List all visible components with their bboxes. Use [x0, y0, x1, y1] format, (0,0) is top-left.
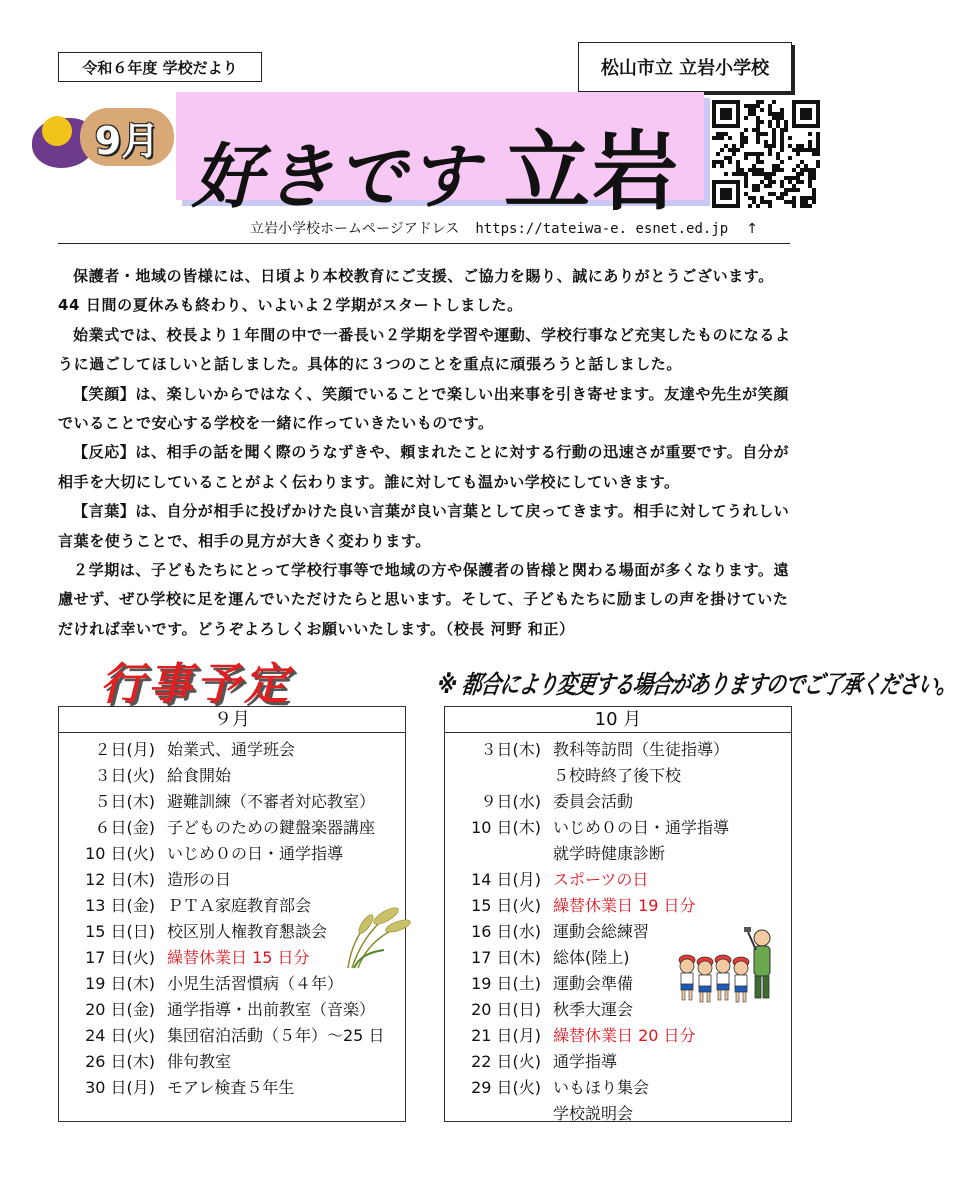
- event-row: [59, 1075, 405, 1101]
- child-figure: [699, 986, 711, 992]
- event-text: 運動会準備: [553, 974, 634, 993]
- child-figure: [689, 990, 692, 1000]
- calendar-month-title: 10 月: [445, 707, 791, 733]
- event-date: 15 日(火): [471, 896, 541, 915]
- event-date: 12 日(木): [85, 870, 155, 889]
- event-text: 繰替休業日 19 日分: [553, 896, 696, 915]
- event-text: 俳句教室: [167, 1052, 232, 1071]
- event-text: 始業式、通学班会: [167, 740, 296, 759]
- child-figure: [734, 961, 748, 975]
- event-row: [59, 1049, 405, 1075]
- homepage-address: [250, 218, 758, 238]
- event-text: 集団宿泊活動（５年）～25 日: [167, 1026, 385, 1045]
- event-text: いもほり集会: [553, 1078, 650, 1097]
- child-figure: [680, 959, 694, 973]
- event-row: [445, 763, 791, 789]
- moon-icon: [42, 116, 72, 146]
- event-date: 30 日(月): [85, 1078, 155, 1097]
- event-row: [445, 893, 791, 919]
- event-date: 14 日(月): [471, 870, 541, 889]
- october-calendar: [444, 706, 792, 1122]
- event-date: 26 日(木): [85, 1052, 155, 1071]
- child-figure: [743, 992, 746, 1002]
- child-figure: [682, 990, 685, 1000]
- event-text: 小児生活習慣病（４年）: [167, 974, 344, 993]
- event-date: 17 日(火): [85, 948, 155, 967]
- principal-message: [58, 262, 794, 644]
- event-row: [445, 1075, 791, 1101]
- event-date: 15 日(日): [85, 922, 155, 941]
- child-figure: [736, 992, 739, 1002]
- event-row: [445, 1049, 791, 1075]
- event-text: 繰替休業日 15 日分: [167, 948, 310, 967]
- intro-paragraph: 【笑顔】は、楽しいからではなく、笑顔でいることで楽しい出来事を引き寄せます。友達や先生が笑顔でいることで安心する学校を一緒に作っていきたいものです。: [58, 384, 789, 433]
- event-text: 就学時健康診断: [553, 844, 666, 863]
- child-figure: [735, 975, 747, 987]
- event-text: ５校時終了後下校: [553, 766, 682, 785]
- child-figure: [681, 973, 693, 985]
- child-figure: [699, 975, 711, 987]
- event-row: [445, 737, 791, 763]
- event-text: スポーツの日: [553, 870, 649, 889]
- schedule-note: ※ 都合により変更する場合がありますのでご了承ください。: [435, 669, 959, 700]
- pampas-grass-icon: [340, 900, 412, 970]
- event-date: 19 日(土): [471, 974, 541, 993]
- schedule-heading: 行事予定: [100, 659, 292, 710]
- child-figure: [700, 992, 703, 1002]
- event-text: いじめ０の日・通学指導: [553, 818, 730, 837]
- event-date: 22 日(火): [471, 1052, 541, 1071]
- event-row: [445, 1101, 791, 1127]
- event-date: [445, 763, 553, 789]
- sports-day-children-icon: [672, 924, 784, 1010]
- event-text: ＰＴＡ家庭教育部会: [167, 896, 312, 915]
- intro-paragraph: 保護者・地域の皆様には、日頃より本校教育にご支援、ご協力を賜り、誠にありがとうございます。44 日間の夏休みも終わり、いよいよ２学期がスタートしました。: [58, 267, 774, 315]
- event-date: 29 日(火): [471, 1078, 541, 1097]
- calendar-month-title: ９月: [59, 707, 405, 733]
- event-date: [445, 1101, 553, 1127]
- event-date: 24 日(火): [85, 1026, 155, 1045]
- event-text: 造形の日: [167, 870, 232, 889]
- event-date: 21 日(月): [471, 1026, 541, 1045]
- event-row: [59, 763, 405, 789]
- event-date: ３日(火): [94, 766, 155, 785]
- event-date: 13 日(金): [85, 896, 155, 915]
- event-date: 20 日(金): [85, 1000, 155, 1019]
- event-date: 19 日(木): [85, 974, 155, 993]
- event-text: 給食開始: [167, 766, 232, 785]
- url-link[interactable]: https://tateiwa-e. esnet.ed.jp: [475, 221, 729, 237]
- title-banner: [176, 92, 704, 222]
- event-text: 委員会活動: [553, 792, 634, 811]
- header-divider: [58, 243, 790, 244]
- child-figure: [707, 992, 710, 1002]
- event-date: 17 日(木): [471, 948, 541, 967]
- event-row: [59, 997, 405, 1023]
- event-text: 繰替休業日 20 日分: [553, 1026, 696, 1045]
- title-part1: 好きです: [192, 136, 480, 218]
- url-label: 立岩小学校ホームページアドレス: [250, 221, 460, 237]
- up-arrow-icon: ↑: [746, 221, 758, 237]
- child-figure: [681, 984, 693, 990]
- event-row: [445, 867, 791, 893]
- month-badge-label: 9月: [80, 108, 174, 166]
- event-text: 避難訓練（不審者対応教室）: [167, 792, 376, 811]
- event-date: ３日(木): [480, 740, 541, 759]
- child-figure: [717, 973, 729, 985]
- event-date: ６日(金): [94, 818, 155, 837]
- event-date: 10 日(木): [471, 818, 541, 837]
- event-row: [445, 789, 791, 815]
- event-date: ９日(水): [480, 792, 541, 811]
- event-text: 学校説明会: [553, 1104, 634, 1123]
- event-text: 通学指導・出前教室（音楽）: [167, 1000, 376, 1019]
- event-date: 16 日(水): [471, 922, 541, 941]
- school-name: 松山市立 立岩小学校: [578, 42, 792, 92]
- event-text: いじめ０の日・通学指導: [167, 844, 344, 863]
- event-text: 秋季大運会: [553, 1000, 634, 1019]
- year-label: 令和６年度 学校だより: [58, 52, 262, 82]
- event-row: [59, 789, 405, 815]
- intro-paragraph: 始業式では、校長より１年間の中で一番長い２学期を学習や運動、学校行事など充実したものになるように過ごしてほしいと話しました。具体的に３つのことを重点に頑張ろうと話しました。: [58, 325, 791, 374]
- event-row: [445, 815, 791, 841]
- event-date: ２日(月): [94, 740, 155, 759]
- event-text: 教科等訪問（生徒指導）: [553, 740, 730, 759]
- child-figure: [735, 986, 747, 992]
- child-figure: [717, 984, 729, 990]
- page-title: [192, 102, 680, 226]
- event-date: 10 日(火): [85, 844, 155, 863]
- child-figure: [698, 961, 712, 975]
- event-text: 子どものための鍵盤楽器講座: [167, 818, 376, 837]
- event-date: 20 日(日): [471, 1000, 541, 1019]
- event-row: [59, 815, 405, 841]
- month-badge: [32, 108, 174, 170]
- event-text: 運動会総練習: [553, 922, 650, 941]
- child-figure: [718, 990, 721, 1000]
- event-text: 総体(陸上): [553, 948, 630, 967]
- event-row: [59, 971, 405, 997]
- event-row: [445, 841, 791, 867]
- event-row: [59, 841, 405, 867]
- child-figure: [716, 959, 730, 973]
- child-figure: [725, 990, 728, 1000]
- intro-paragraph: 【言葉】は、自分が相手に投げかけた良い言葉が良い言葉として戻ってきます。相手に対してうれしい言葉を使うことで、相手の見方が大きく変わります。: [58, 502, 790, 550]
- qr-code-icon[interactable]: [712, 100, 820, 208]
- event-date: [445, 841, 553, 867]
- title-part2: 立岩: [504, 122, 680, 222]
- intro-paragraph: 【反応】は、相手の話を聞く際のうなずきや、頼まれたことに対する行動の迅速さが重要です。自分が相手を大切にしていることがよく伝わります。誰に対しても温かい学校にしていきます。: [58, 443, 790, 491]
- event-row: [59, 1023, 405, 1049]
- intro-paragraph: ２学期は、子どもたちにとって学校行事等で地域の方や保護者の皆様と関わる場面が多くなります。遠慮せず、ぜひ学校に足を運んでいただけたらと思います。そして、子どもたちに励ましの声を掛けていただければ幸いです。どうぞよろしくお願いいたします。（校長 河野 和正）: [58, 561, 790, 638]
- event-text: モアレ検査５年生: [167, 1078, 295, 1097]
- event-text: 校区別人権教育懇談会: [167, 922, 328, 941]
- event-row: [59, 737, 405, 763]
- event-text: 通学指導: [553, 1052, 618, 1071]
- event-row: [59, 867, 405, 893]
- event-date: ５日(木): [94, 792, 155, 811]
- event-row: [445, 1023, 791, 1049]
